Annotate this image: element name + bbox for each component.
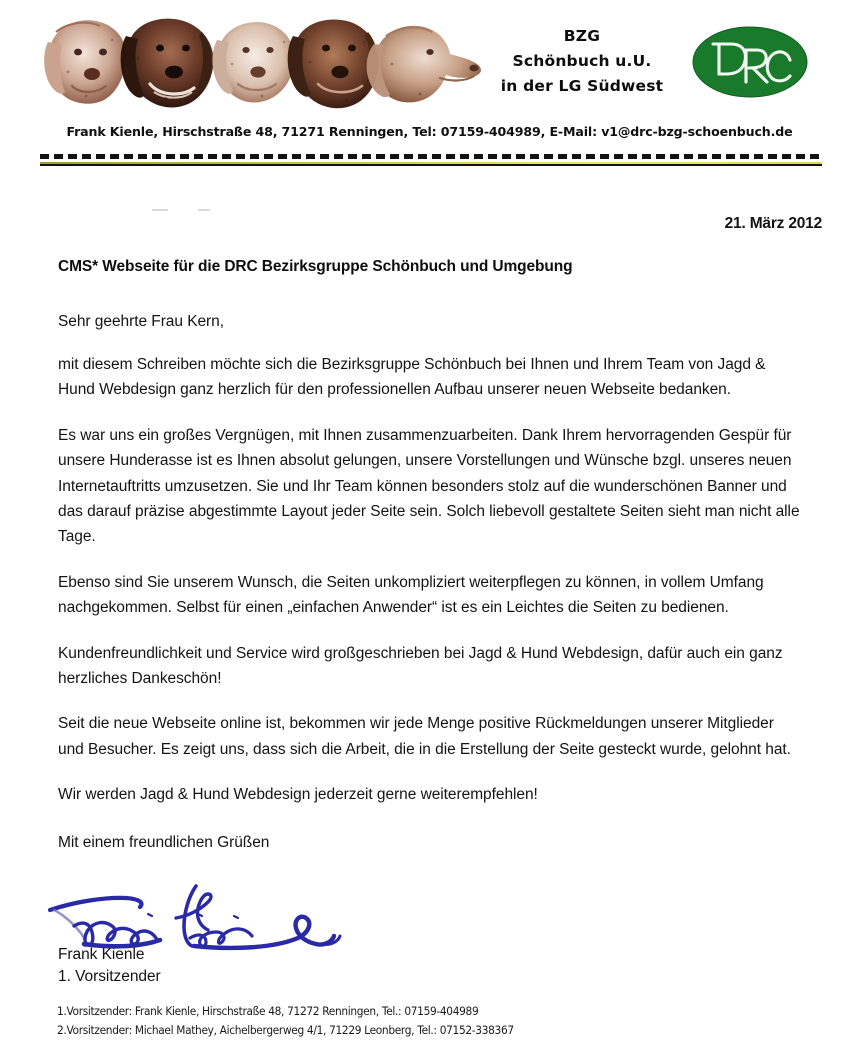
handwritten-signature-icon <box>48 866 408 951</box>
organisation-name-block <box>487 24 677 99</box>
letter-paragraph: Wir werden Jagd & Hund Webdesign jederzeit gerne weiterempfehlen! <box>58 786 538 804</box>
scan-artifact-mark <box>198 209 210 211</box>
org-line-1: BZG <box>563 27 601 45</box>
org-line-3: in der LG Südwest <box>500 77 664 95</box>
letter-paragraph: Es war uns ein großes Vergnügen, mit Ihnen zusammenzuarbeiten. Dank Ihrem hervorragenden Gespür für unsere Hunderasse ist es Ihnen absolut gelungen, unsere Vorstellungen und Wünsche bzgl. unseres neuen Internetauftritts umzusetzen. Sie und Ihr Team können besonders stolz auf die wunderschönen Banner und das darauf präzise abgestimmte Layout jeder Seite sein. Solch liebevoll gestaltete Seiten sieht man nicht alle Tage. <box>58 426 800 546</box>
letter-paragraph: Seit die neue Webseite online ist, bekommen wir jede Menge positive Rückmeldungen unserer Mitglieder und Besucher. Es zeigt uns, dass sich die Arbeit, die in die Erstellung der Seite gesteckt wurde, gelohnt hat. <box>58 715 791 758</box>
letter-subject: CMS* Webseite für die DRC Bezirksgruppe Schönbuch und Umgebung <box>58 258 573 275</box>
letter-closing: Mit einem freundlichen Grüßen <box>58 834 270 851</box>
divider-solid-rule <box>40 164 822 166</box>
letter-paragraph: mit diesem Schreiben möchte sich die Bezirksgruppe Schönbuch bei Ihnen und Ihrem Team von Jagd & Hund Webdesign ganz herzlich für den professionellen Aufbau unserer neuen Webseite bedanken. <box>58 356 766 399</box>
letterhead-address-line: Frank Kienle, Hirschstraße 48, 71271 Renningen, Tel: 07159-404989, E-Mail: v1@drc-bzg-schoenbuch.de <box>66 124 793 139</box>
dog-heads-banner-image <box>34 12 484 110</box>
letterhead <box>0 0 859 139</box>
header-divider <box>40 154 822 168</box>
scan-artifact-mark <box>152 209 168 211</box>
letter-salutation: Sehr geehrte Frau Kern, <box>58 313 224 330</box>
divider-dashed-line <box>40 154 822 159</box>
signer-block <box>58 944 161 988</box>
footer-line-second-chair: 2.Vorsitzender: Michael Mathey, Aichelbergerweg 4/1, 71229 Leonberg, Tel.: 07152-338367 <box>57 1023 514 1037</box>
page-footer <box>57 1002 764 1040</box>
letter-paragraph: Ebenso sind Sie unserem Wunsch, die Seiten unkompliziert weiterpflegen zu können, in vollem Umfang nachgekommen. Selbst für einen „einfachen Anwender“ ist es ein Leichtes die Seiten zu bedienen. <box>58 573 764 617</box>
letter-body <box>58 352 803 828</box>
letter-date: 21. März 2012 <box>724 215 822 232</box>
signer-role: 1. Vorsitzender <box>58 968 161 985</box>
drc-club-logo-icon <box>691 24 809 100</box>
footer-line-first-chair: 1.Vorsitzender: Frank Kienle, Hirschstraße 48, 71272 Renningen, Tel.: 07159-404989 <box>57 1004 479 1018</box>
org-line-2: Schönbuch u.U. <box>512 52 652 70</box>
letter-paragraph: Kundenfreundlichkeit und Service wird großgeschrieben bei Jagd & Hund Webdesign, dafür auch ein ganz herzliches Dankeschön! <box>58 644 783 688</box>
signer-name: Frank Kienle <box>58 946 145 963</box>
